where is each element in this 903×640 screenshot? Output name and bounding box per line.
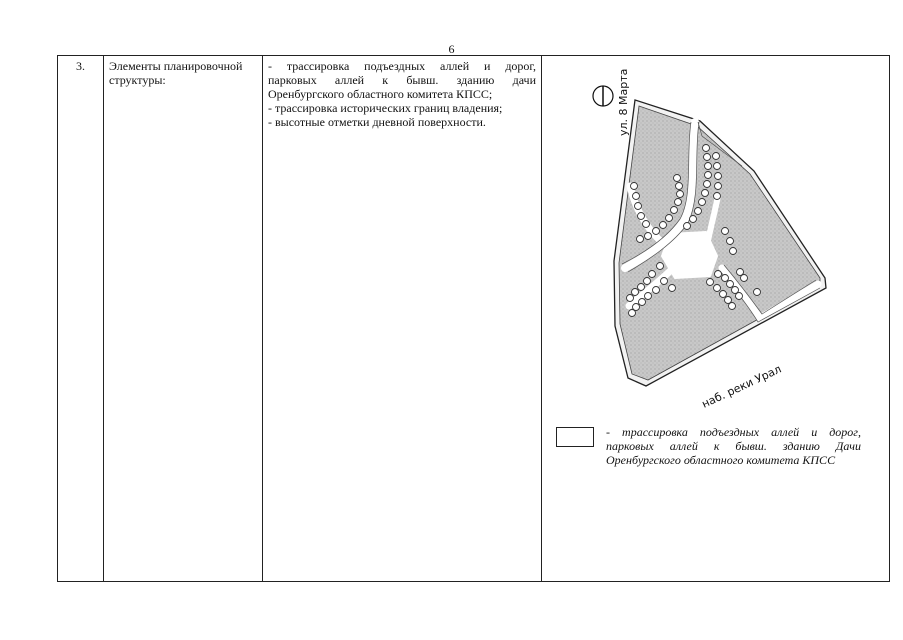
north-arrow-icon — [593, 86, 613, 106]
legend-line: парковых аллей к бывш. зданию Дачи — [606, 439, 861, 453]
row-number: 3. — [58, 56, 104, 582]
legend-line: - трассировка подъездных аллей и дорог, — [606, 425, 861, 439]
description-line: - трассировка исторических границ владения; — [268, 101, 503, 115]
table-row — [58, 56, 890, 582]
legend-swatch — [556, 427, 594, 447]
street-label-top: ул. 8 Марта — [617, 68, 630, 136]
street-label-bottom: наб. реки Урал — [699, 362, 784, 411]
monument-elements-table — [57, 55, 890, 582]
description-line: - трассировка подъездных аллей и дорог, — [268, 59, 536, 73]
legend-text — [606, 425, 861, 467]
site-parcel — [614, 100, 826, 386]
legend-line: Оренбургского областного комитета КПСС — [606, 453, 836, 467]
site-plan — [542, 56, 879, 581]
element-description — [263, 56, 542, 582]
description-line: - высотные отметки дневной поверхности. — [268, 115, 486, 129]
description-line: Оренбургского областного комитета КПСС; — [268, 87, 493, 101]
element-title: Элементы планировочной структуры: — [104, 56, 263, 582]
plan-cell — [542, 56, 890, 582]
page-number: 6 — [448, 42, 455, 56]
description-line: парковых аллей к бывш. зданию дачи — [268, 73, 536, 87]
